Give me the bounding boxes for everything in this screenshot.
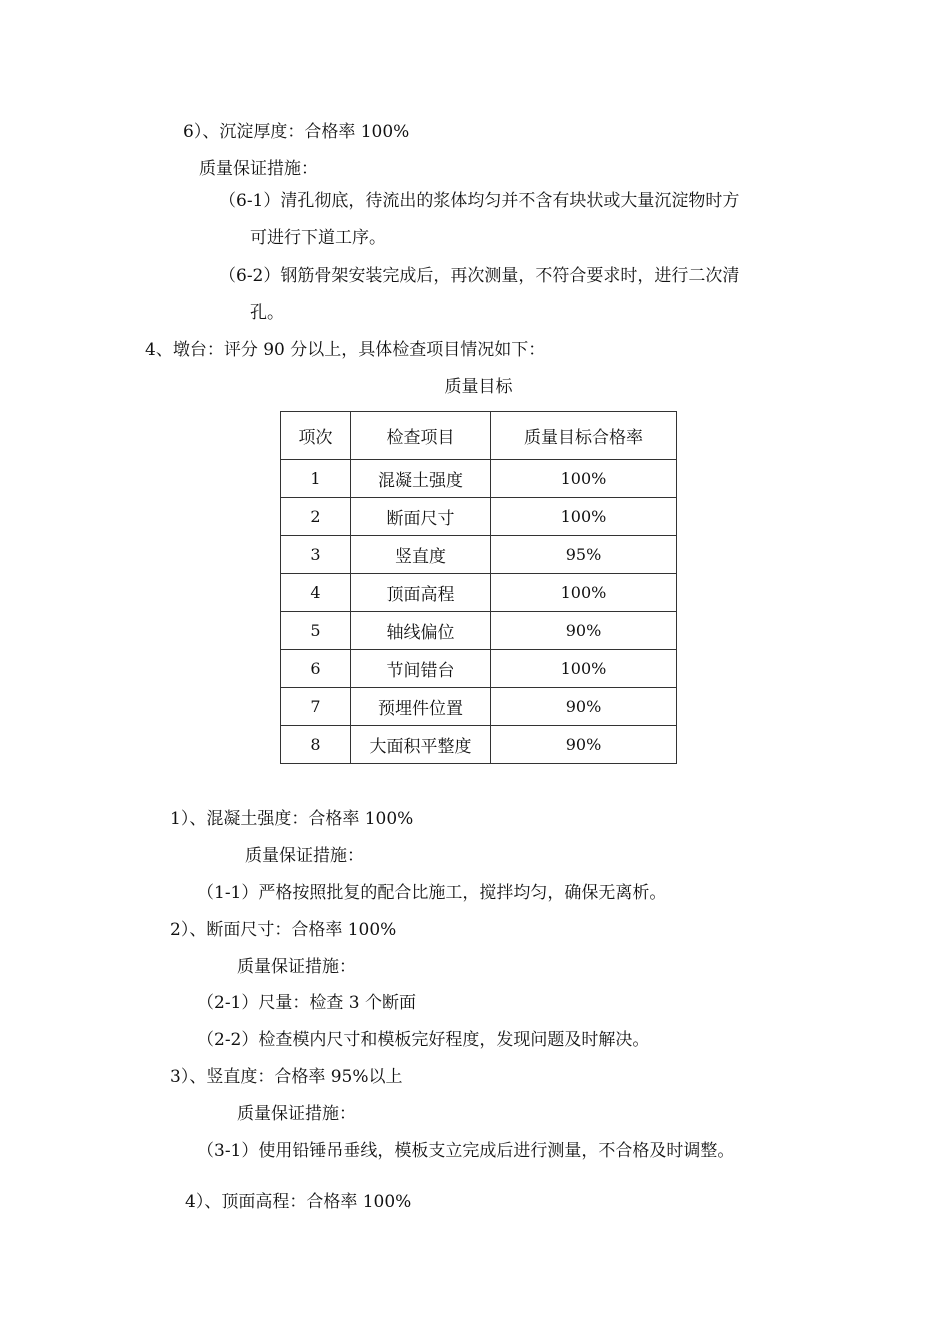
section6-item2-line2: 孔。 (250, 303, 284, 323)
cell-index: 3 (281, 536, 351, 574)
item1-measure1: （1-1）严格按照批复的配合比施工，搅拌均匀，确保无离析。 (197, 883, 667, 903)
cell-item: 断面尺寸 (351, 498, 491, 536)
cell-index: 2 (281, 498, 351, 536)
cell-index: 5 (281, 612, 351, 650)
cell-index: 4 (281, 574, 351, 612)
item4-heading: 4）、顶面高程：合格率 100% (185, 1192, 412, 1212)
table-row (281, 574, 677, 612)
cell-index: 1 (281, 460, 351, 498)
cell-target: 90% (491, 688, 677, 726)
table-row (281, 688, 677, 726)
section6-item1-line2: 可进行下道工序。 (250, 228, 386, 248)
cell-index: 6 (281, 650, 351, 688)
item3-measure1: （3-1）使用铅锤吊垂线，模板支立完成后进行测量，不合格及时调整。 (197, 1141, 735, 1161)
table-row (281, 726, 677, 764)
item2-heading: 2）、断面尺寸：合格率 100% (170, 920, 397, 940)
header-item: 检查项目 (351, 412, 491, 460)
cell-item: 预埋件位置 (351, 688, 491, 726)
cell-item: 轴线偏位 (351, 612, 491, 650)
cell-item: 大面积平整度 (351, 726, 491, 764)
table-row (281, 498, 677, 536)
section6-heading: 6）、沉淀厚度：合格率 100% (183, 122, 410, 142)
cell-target: 100% (491, 460, 677, 498)
table-row (281, 460, 677, 498)
item2-measures-label: 质量保证措施： (237, 957, 356, 977)
table-caption: 质量目标 (444, 377, 513, 397)
item3-heading: 3）、竖直度：合格率 95%以上 (170, 1067, 403, 1087)
item2-measure2: （2-2）检查模内尺寸和模板完好程度，发现问题及时解决。 (197, 1030, 650, 1050)
quality-target-table (280, 411, 677, 764)
table-header-row (281, 412, 677, 460)
item1-heading: 1）、混凝土强度：合格率 100% (170, 809, 414, 829)
cell-target: 95% (491, 536, 677, 574)
cell-target: 100% (491, 574, 677, 612)
cell-item: 混凝土强度 (351, 460, 491, 498)
cell-target: 90% (491, 612, 677, 650)
item2-measure1: （2-1）尺量：检查 3 个断面 (197, 993, 416, 1013)
cell-item: 节间错台 (351, 650, 491, 688)
table-row (281, 650, 677, 688)
cell-target: 100% (491, 650, 677, 688)
cell-index: 7 (281, 688, 351, 726)
cell-target: 100% (491, 498, 677, 536)
cell-index: 8 (281, 726, 351, 764)
cell-item: 顶面高程 (351, 574, 491, 612)
table-row (281, 536, 677, 574)
section6-measures-label: 质量保证措施： (199, 159, 318, 179)
item1-measures-label: 质量保证措施： (245, 846, 364, 866)
cell-target: 90% (491, 726, 677, 764)
section6-item1-line1: （6-1）清孔彻底，待流出的浆体均匀并不含有块状或大量沉淀物时方 (219, 191, 740, 211)
section6-item2-line1: （6-2）钢筋骨架安装完成后，再次测量，不符合要求时，进行二次清 (219, 266, 740, 286)
header-index: 项次 (281, 412, 351, 460)
header-target: 质量目标合格率 (491, 412, 677, 460)
item3-measures-label: 质量保证措施： (237, 1104, 356, 1124)
cell-item: 竖直度 (351, 536, 491, 574)
pier-heading: 4、墩台：评分 90 分以上，具体检查项目情况如下： (145, 340, 546, 360)
table-row (281, 612, 677, 650)
